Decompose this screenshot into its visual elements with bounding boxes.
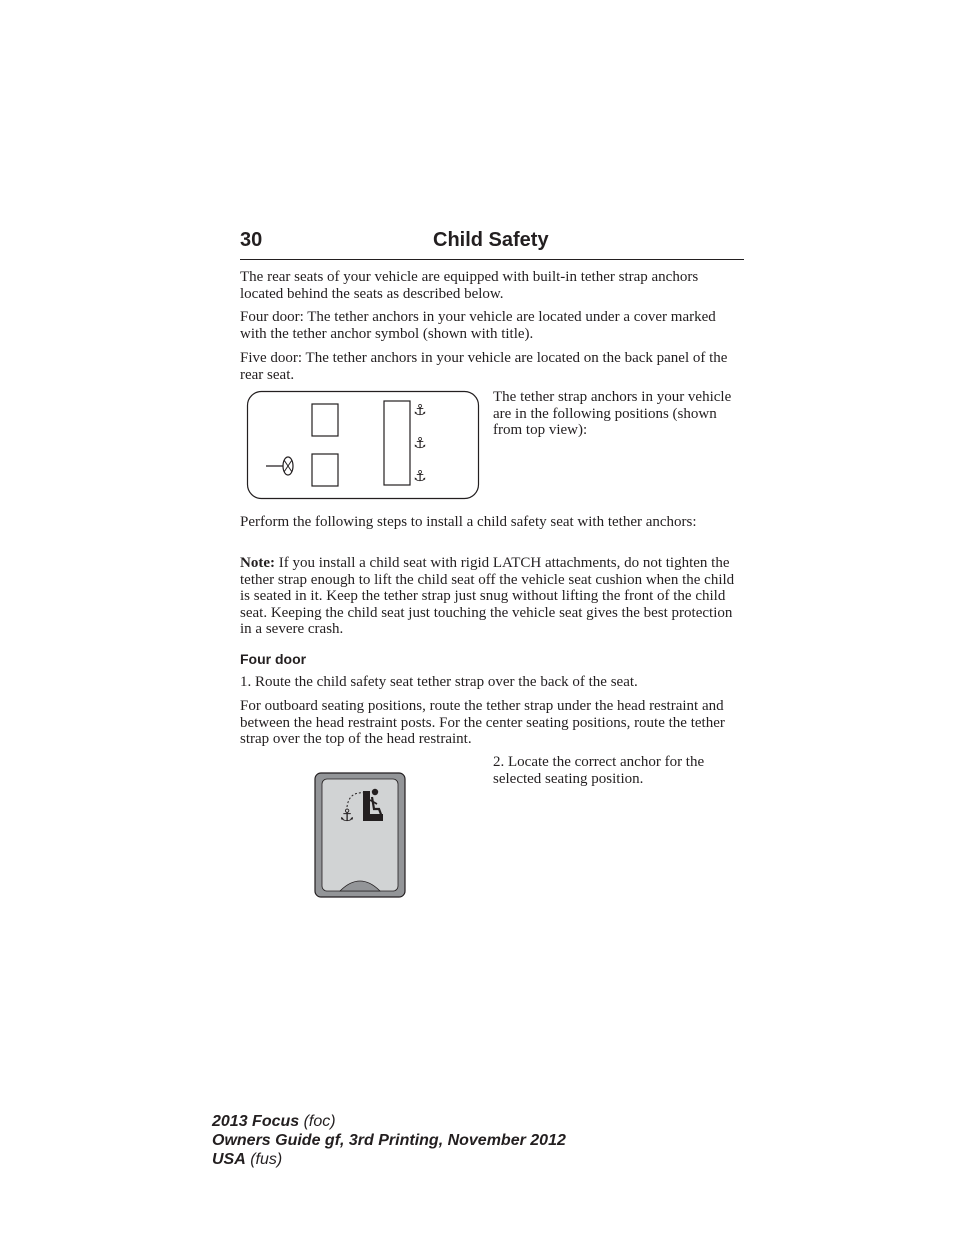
tether-anchor-top-view-diagram [246,390,480,500]
note-text: If you install a child seat with rigid LATCH attachments, do not tighten the tether strap enough to lift the child seat off the vehicle seat cushion when the child is seated in it. Keep the tether strap just snug without lifting the front of the child seat. Keeping the child seat just touching the vehicle seat gives the best protection in a severe crash. [240,555,735,637]
footer-model: 2013 Focus [212,1113,300,1130]
perform-paragraph: Perform the following steps to install a child safety seat with tether anchors: [240,514,697,530]
footer-guide: Owners Guide gf, 3rd Printing, November 2012 [212,1132,566,1149]
five-door-paragraph: Five door: The tether anchors in your vehicle are located on the back panel of the rear seat. [240,350,728,383]
header-rule [240,259,744,260]
anchor-icon: ⚓ [413,434,427,452]
footer [212,1112,566,1169]
positions-paragraph: The tether strap anchors in your vehicle are in the following positions (shown from top view): [493,389,732,438]
step-1-paragraph: 1. Route the child safety seat tether strap over the back of the seat. [240,674,638,690]
footer-market-code: (fus) [245,1151,283,1168]
anchor-cover [322,779,398,891]
page-number: 30 [240,229,263,251]
intro-paragraph: The rear seats of your vehicle are equipped with built-in tether strap anchors located behind the seats as described below. [240,269,699,302]
footer-market: USA [212,1151,246,1168]
anchor-cover-diagram [313,771,408,899]
step-2-paragraph: 2. Locate the correct anchor for the selected seating position. [493,754,705,787]
anchor-icon: ⚓ [413,401,427,419]
note-paragraph [240,555,744,638]
note-label: Note: [240,555,275,571]
footer-model-code: (foc) [299,1113,336,1130]
anchor-icon: ⚓ [339,806,355,826]
section-title: Child Safety [433,229,549,251]
four-door-paragraph: Four door: The tether anchors in your vehicle are located under a cover marked with the tether anchor symbol (shown with title). [240,309,716,342]
outboard-paragraph: For outboard seating positions, route the tether strap under the head restraint and between the head restraint posts. For the center seating positions, route the tether strap over the top of the head restraint. [240,698,725,747]
four-door-subheading: Four door [240,651,307,667]
anchor-icon: ⚓ [413,467,427,485]
